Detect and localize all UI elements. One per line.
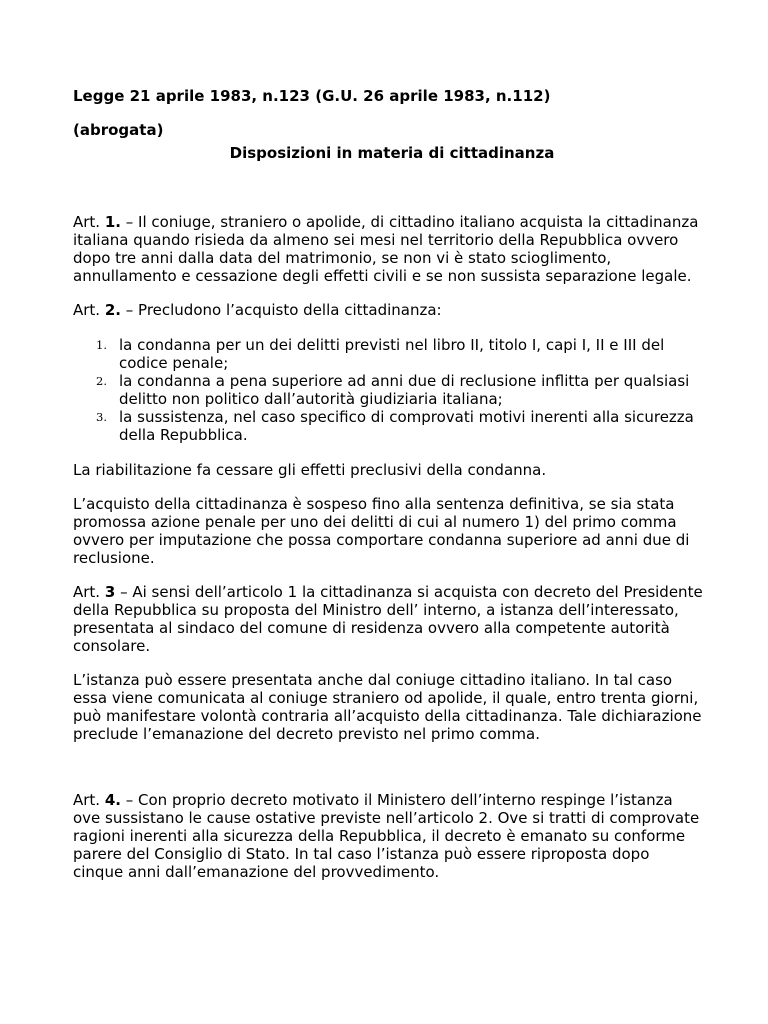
article-2-list	[73, 336, 703, 444]
article-2	[73, 301, 703, 319]
list-item-number: 3.	[96, 410, 107, 424]
paragraph-riabilitazione: La riabilitazione fa cessare gli effetti preclusivi della condanna.	[73, 461, 547, 479]
article-1-number: 1.	[104, 213, 121, 231]
article-2-prefix: Art.	[73, 301, 105, 319]
list-item	[73, 336, 703, 372]
list-item-number: 1.	[96, 338, 107, 352]
article-3-text: – Ai sensi dell’articolo 1 la cittadinanza si acquista con decreto del Presidente della Repubblica su proposta del Ministro dell’ interno, a istanza dell’interessato, presentata al sindaco del comune di residenza ovvero alla competente autorità consolare.	[73, 583, 703, 655]
article-4-prefix: Art.	[73, 791, 105, 809]
article-1	[73, 213, 703, 285]
article-2-number: 2.	[104, 301, 121, 319]
article-3	[73, 583, 703, 655]
list-item-text: la condanna per un dei delitti previsti nel libro II, titolo I, capi I, II e III del codice penale;	[119, 336, 665, 372]
list-item	[73, 408, 703, 444]
law-reference: Legge 21 aprile 1983, n.123 (G.U. 26 aprile 1983, n.112)	[73, 87, 551, 105]
article-1-prefix: Art.	[73, 213, 105, 231]
article-3-prefix: Art.	[73, 583, 105, 601]
list-item-text: la condanna a pena superiore ad anni due di reclusione inflitta per qualsiasi delitto non politico dall’autorità giudiziaria italiana;	[119, 372, 690, 408]
document-page	[73, 87, 703, 897]
law-status: (abrogata)	[73, 121, 164, 139]
article-1-text: – Il coniuge, straniero o apolide, di cittadino italiano acquista la cittadinanza italiana quando risieda da almeno sei mesi nel territorio della Repubblica ovvero dopo tre anni dalla data del matrimonio, se non vi è stato scioglimento, annullamento e cessazione degli effetti civili e se non sussista separazione legale.	[73, 213, 699, 285]
article-4-number: 4.	[104, 791, 121, 809]
list-item	[73, 372, 703, 408]
document-title: Disposizioni in materia di cittadinanza	[229, 144, 555, 162]
paragraph-istanza: L’istanza può essere presentata anche dal coniuge cittadino italiano. In tal caso essa viene comunicata al coniuge straniero od apolide, il quale, entro trenta giorni, può manifestare volontà contraria all’acquisto della cittadinanza. Tale dichiarazione preclude l’emanazione del decreto previsto nel primo comma.	[73, 671, 702, 743]
list-item-text: la sussistenza, nel caso specifico di comprovati motivi inerenti alla sicurezza della Repubblica.	[119, 408, 694, 444]
article-2-text: – Precludono l’acquisto della cittadinanza:	[121, 301, 442, 319]
list-item-number: 2.	[96, 374, 107, 388]
article-4	[73, 791, 703, 881]
article-3-number: 3	[104, 583, 116, 601]
article-4-text: – Con proprio decreto motivato il Ministero dell’interno respinge l’istanza ove sussistano le cause ostative previste nell’articolo 2. Ove si tratti di comprovate ragioni inerenti alla sicurezza della Repubblica, il decreto è emanato su conforme parere del Consiglio di Stato. In tal caso l’istanza può essere riproposta dopo cinque anni dall’emanazione del provvedimento.	[73, 791, 700, 881]
paragraph-sospensione: L’acquisto della cittadinanza è sospeso fino alla sentenza definitiva, se sia stata promossa azione penale per uno dei delitti di cui al numero 1) del primo comma ovvero per imputazione che possa comportare condanna superiore ad anni due di reclusione.	[73, 495, 690, 567]
